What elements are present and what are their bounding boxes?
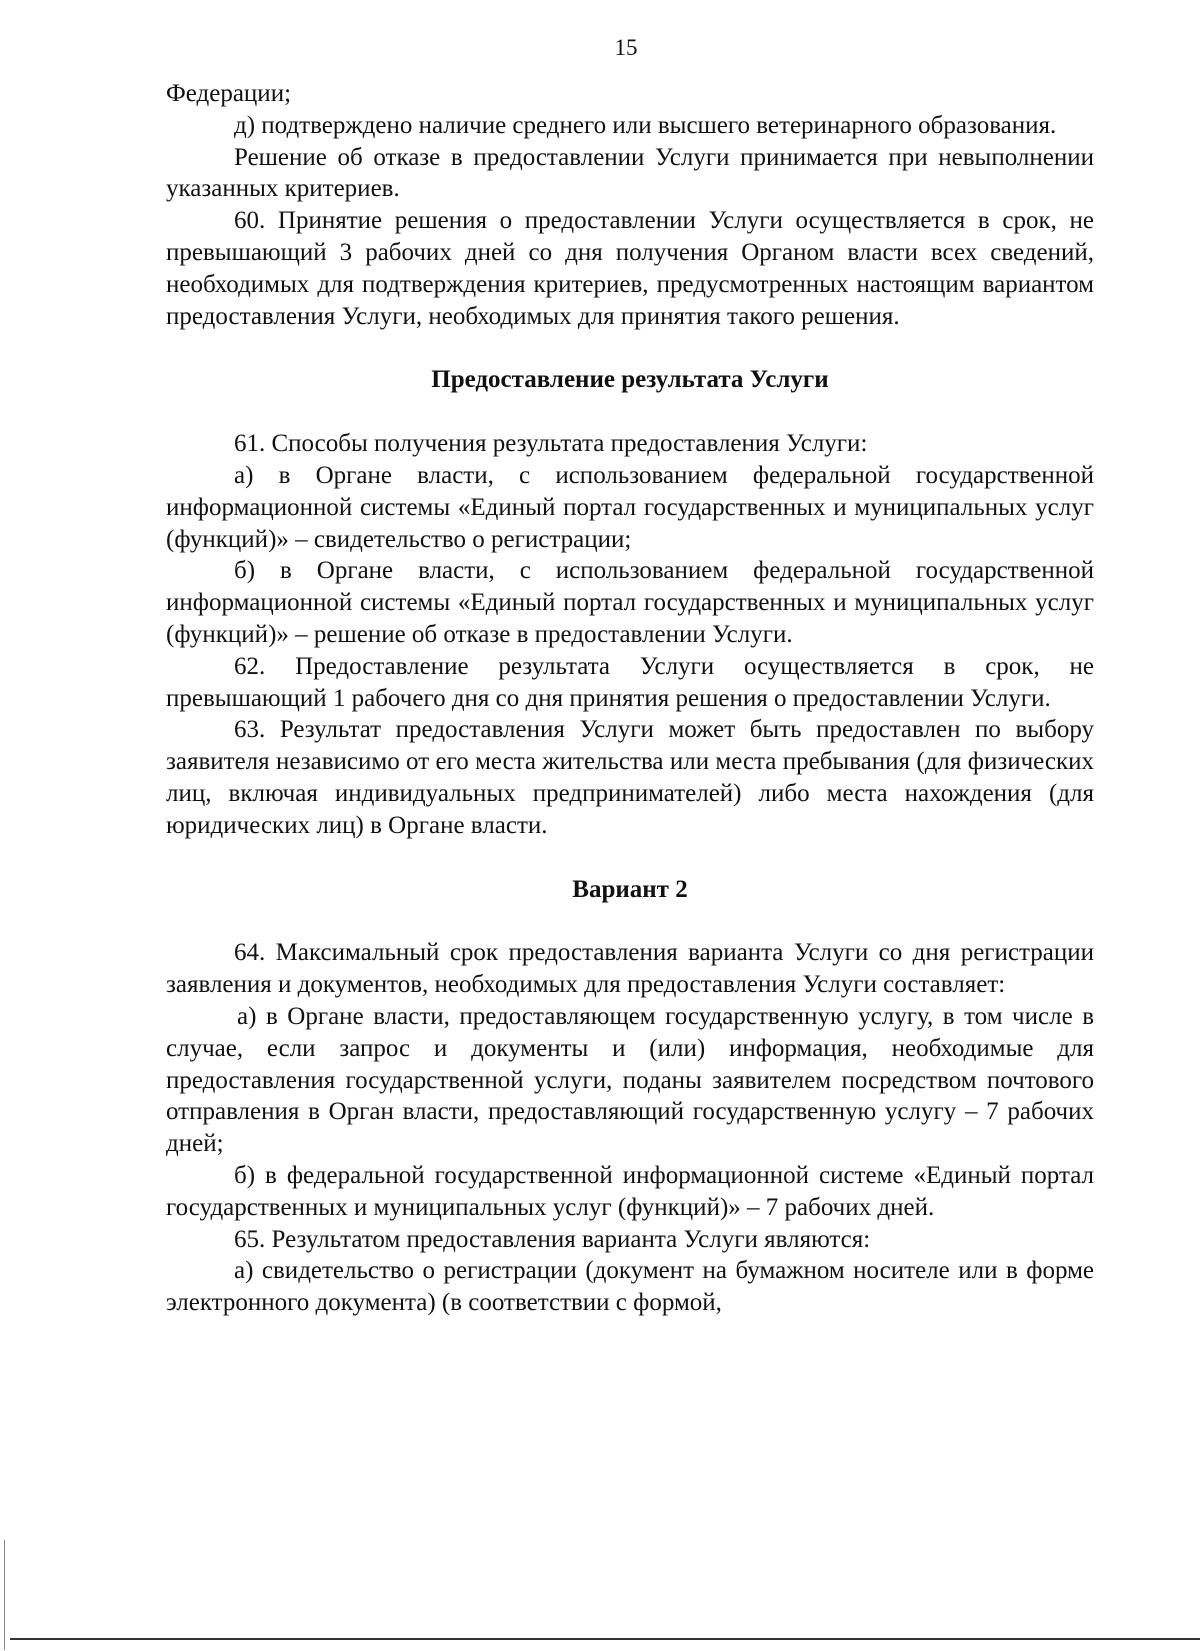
paragraph: Федерации; <box>166 80 292 107</box>
paragraph: 64. Максимальный срок предоставления варианта Услуги со дня регистрации заявления и документов, необходимых для предоставления Услуги составляет: <box>166 939 1094 999</box>
paragraph: 65. Результатом предоставления варианта Услуги являются: <box>234 1225 871 1253</box>
page-number: 15 <box>614 35 638 60</box>
paragraph: д) подтверждено наличие среднего или высшего ветеринарного образования. <box>234 111 1057 139</box>
paragraph: а) в Органе власти, предоставляющем государственную услугу, в том числе в случае, если запрос и документы и (или) информация, необходимые для предоставления государственной услуги, поданы заявителем посредством почтового отправления в Орган власти, предоставляющий государственную услугу – 7 рабочих дней; <box>166 1002 1094 1158</box>
paragraph: 61. Способы получения результата предоставления Услуги: <box>234 430 868 458</box>
document-body <box>166 78 1094 1319</box>
paragraph: 63. Результат предоставления Услуги может быть предоставлен по выбору заявителя независимо от его места жительства или места пребывания (для физических лиц, включая индивидуальных предпринимателей) либо места нахождения (для юридических лиц) в Органе власти. <box>166 716 1094 839</box>
scan-edge-mark <box>4 1540 5 1650</box>
paragraph: 62. Предоставление результата Услуги осуществляется в срок, не превышающий 1 рабочего дня со дня принятия решения о предоставлении Услуги. <box>166 652 1094 712</box>
scan-bottom-rule <box>10 1638 1200 1640</box>
paragraph: Решение об отказе в предоставлении Услуги принимается при невыполнении указанных критериев. <box>166 143 1094 203</box>
section-heading: Вариант 2 <box>572 875 688 903</box>
paragraph: б) в федеральной государственной информационной системе «Единый портал государственных и муниципальных услуг (функций)» – 7 рабочих дней. <box>166 1161 1094 1221</box>
section-heading: Предоставление результата Услуги <box>431 366 829 394</box>
paragraph: 60. Принятие решения о предоставлении Услуги осуществляется в срок, не превышающий 3 рабочих дней со дня получения Органом власти всех сведений, необходимых для подтверждения критериев, предусмотренных настоящим вариантом предоставления Услуги, необходимых для принятия такого решения. <box>166 207 1094 330</box>
paragraph: б) в Органе власти, с использованием федеральной государственной информационной системы «Единый портал государственных и муниципальных услуг (функций)» – решение об отказе в предоставлении Услуги. <box>166 557 1094 648</box>
paragraph: а) в Органе власти, с использованием федеральной государственной информационной системы «Единый портал государственных и муниципальных услуг (функций)» – свидетельство о регистрации; <box>166 461 1094 553</box>
paragraph: а) свидетельство о регистрации (документ на бумажном носителе или в форме электронного документа) (в соответствии с формой, <box>166 1257 1094 1317</box>
